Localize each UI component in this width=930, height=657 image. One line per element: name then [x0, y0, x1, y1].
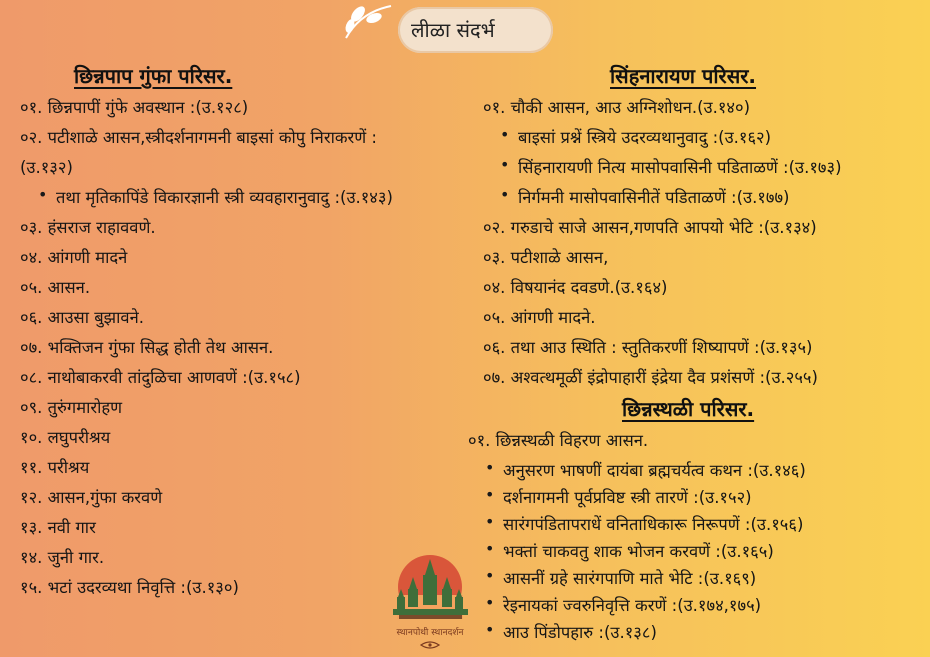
list-item: १५. भटां उदरव्यथा निवृत्ति :(उ.१३०) — [20, 578, 239, 597]
bullet-icon: • — [485, 593, 495, 612]
list-item: आउ पिंडोपहारु :(उ.१३८) — [503, 623, 657, 642]
bullet-icon: • — [485, 458, 495, 477]
list-item: सिंहनारायणी नित्य मासोपवासिनी पडिताळणें :(उ.१७३) — [518, 158, 842, 177]
bullet-icon: • — [485, 620, 495, 639]
bullet-icon: • — [485, 512, 495, 531]
list-item: ०२. पटीशाळे आसन,स्त्रीदर्शनागमनी बाइसां कोपु निराकरणें : — [20, 128, 377, 147]
list-item: १०. लघुपरीश्रय — [20, 428, 111, 447]
list-item: (उ.१३२) — [20, 158, 73, 177]
leaf-decoration-icon — [336, 0, 396, 40]
right-heading-1: सिंहनारायण परिसर. — [610, 64, 757, 88]
temple-logo-icon — [383, 545, 478, 657]
list-item: ०३. हंसराज राहाववणे. — [20, 218, 156, 237]
list-item: ०५. आंगणी मादने. — [483, 308, 596, 327]
bullet-icon: • — [485, 539, 495, 558]
list-item: दर्शनागमनी पूर्वप्रविष्ट स्त्री तारणें :(उ.१५२) — [503, 488, 752, 507]
list-item: ०२. गरुडाचे साजे आसन,गणपति आपयो भेटि :(उ.१३४) — [483, 218, 817, 237]
list-item: भक्तां चाकवतु शाक भोजन करवणें :(उ.१६५) — [503, 542, 774, 561]
list-item: अनुसरण भाषणीं दायंबा ब्रह्मचर्यत्व कथन :(उ.१४६) — [503, 461, 806, 480]
list-item: सारंगपंडितापराधें वनिताधिकारू निरूपणें :(उ.१५६) — [503, 515, 804, 534]
bullet-icon: • — [500, 125, 510, 144]
left-heading: छिन्नपाप गुंफा परिसर. — [74, 64, 233, 88]
bullet-icon: • — [500, 185, 510, 204]
list-item: ०१. छिन्नपापीं गुंफे अवस्थान :(उ.१२८) — [20, 98, 249, 117]
list-item: ०४. विषयानंद दवडणे.(उ.१६४) — [483, 278, 668, 297]
bullet-icon: • — [38, 185, 48, 204]
list-item: ०६. आउसा बुझावने. — [20, 308, 144, 327]
emblem-text: स्थानपोथी स्थानदर्शन — [396, 628, 464, 638]
bullet-icon: • — [485, 566, 495, 585]
list-item: ११. परीश्रय — [20, 458, 90, 477]
list-item: निर्गमनी मासोपवासिनीतें पडिताळणें :(उ.१७७) — [518, 188, 790, 207]
list-item: तथा मृतिकापिंडे विकारज्ञानी स्त्री व्यवहारानुवादु :(उ.१४३) — [56, 188, 393, 207]
list-item: ०१. छिन्नस्थळी विहरण आसन. — [468, 431, 649, 450]
list-item: ०४. आंगणी मादने — [20, 248, 128, 267]
list-item: ०७. भक्तिजन गुंफा सिद्ध होती तेथ आसन. — [20, 338, 274, 357]
list-item: ०९. तुरुंगमारोहण — [20, 398, 123, 417]
list-item: १२. आसन,गुंफा करवणे — [20, 488, 163, 507]
list-item: रेइनायकां ज्वरुनिवृत्ति करणें :(उ.१७४,१७५) — [503, 596, 762, 615]
list-item: ०६. तथा आउ स्थिति : स्तुतिकरणीं शिष्यापणें :(उ.१३५) — [483, 338, 813, 357]
list-item: ०८. नाथोबाकरवी तांदुळिचा आणवणें :(उ.१५८) — [20, 368, 301, 387]
list-item: १३. नवी गार — [20, 518, 96, 537]
list-item: ०१. चौकी आसन, आउ अग्निशोधन.(उ.१४०) — [483, 98, 751, 117]
bullet-icon: • — [485, 485, 495, 504]
list-item: ०३. पटीशाळे आसन, — [483, 248, 609, 267]
bullet-icon: • — [500, 155, 510, 174]
list-item: १४. जुनी गार. — [20, 548, 105, 567]
list-item: आसनीं ग्रहे सारंगपाणि माते भेटि :(उ.१६९) — [503, 569, 757, 588]
list-item: ०५. आसन. — [20, 278, 91, 297]
list-item: ०७. अश्वत्थमूळीं इंद्रोपाहारीं इंद्रेया दैव प्रशंसणें :(उ.२५५) — [483, 368, 818, 387]
right-heading-2: छिन्नस्थळी परिसर. — [622, 397, 755, 421]
list-item: बाइसां प्रश्नें स्त्रिये उदरव्यथानुवादु :(उ.१६२) — [518, 128, 772, 147]
page-title: लीळा संदर्भ — [411, 18, 495, 42]
